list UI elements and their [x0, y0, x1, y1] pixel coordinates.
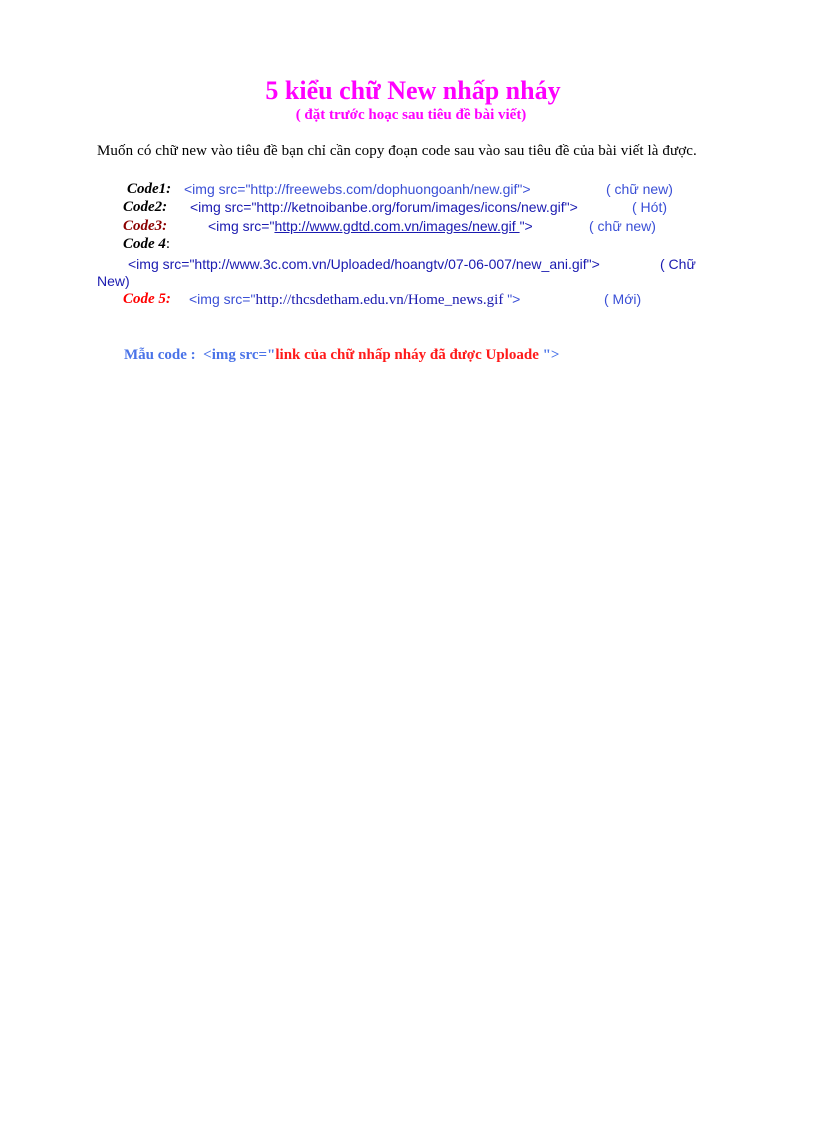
code5-url: http://thcsdetham.edu.vn/Home_news.gif	[255, 292, 504, 308]
code5-prefix: <img src="	[189, 291, 256, 307]
code3-prefix: <img src="	[208, 218, 275, 234]
code4-note-line2: New)	[97, 273, 130, 289]
code4-label-text: Code 4	[123, 236, 166, 252]
code3-snippet	[208, 217, 533, 235]
code3-link[interactable]: http://www.gdtd.com.vn/images/new.gif	[274, 218, 520, 234]
code1-snippet: <img src="http://freewebs.com/dophuongoanh/new.gif">	[184, 181, 531, 197]
page-title: 5 kiểu chữ New nhấp nháy	[265, 76, 561, 105]
code5-label: Code 5:	[123, 291, 171, 307]
code3-suffix: ">	[519, 218, 533, 234]
sample-code	[124, 346, 559, 364]
sample-label: Mẫu code :	[124, 347, 196, 363]
sample-tag-open: <img src="	[203, 347, 276, 363]
code2-label: Code2:	[123, 199, 168, 215]
code2-snippet: <img src="http://ketnoibanbe.org/forum/images/icons/new.gif">	[190, 199, 578, 215]
code5-snippet	[189, 290, 520, 309]
page-subtitle: ( đặt trước hoạc sau tiêu đề bài viết)	[295, 107, 527, 123]
code5-note: ( Mới)	[604, 291, 642, 307]
code1-label: Code1:	[127, 181, 172, 197]
intro-paragraph: Muốn có chữ new vào tiêu đề bạn chỉ cần copy đoạn code sau vào sau tiêu đề của bài viết là được.	[97, 143, 697, 159]
code3-note: ( chữ new)	[589, 218, 656, 234]
code4-label-colon: :	[165, 236, 171, 252]
code1-note: ( chữ new)	[606, 181, 673, 197]
sample-tag-close: ">	[538, 347, 560, 363]
code3-label: Code3:	[123, 218, 168, 234]
code2-note: ( Hót)	[632, 199, 667, 215]
sample-placeholder: link của chữ nhấp nháy đã được Uploade	[275, 347, 539, 363]
code5-suffix: ">	[503, 291, 521, 307]
code4-snippet: <img src="http://www.3c.com.vn/Uploaded/hoangtv/07-06-007/new_ani.gif">	[128, 256, 600, 272]
code4-note-line1: ( Chữ	[660, 256, 696, 272]
code4-label	[123, 235, 170, 253]
